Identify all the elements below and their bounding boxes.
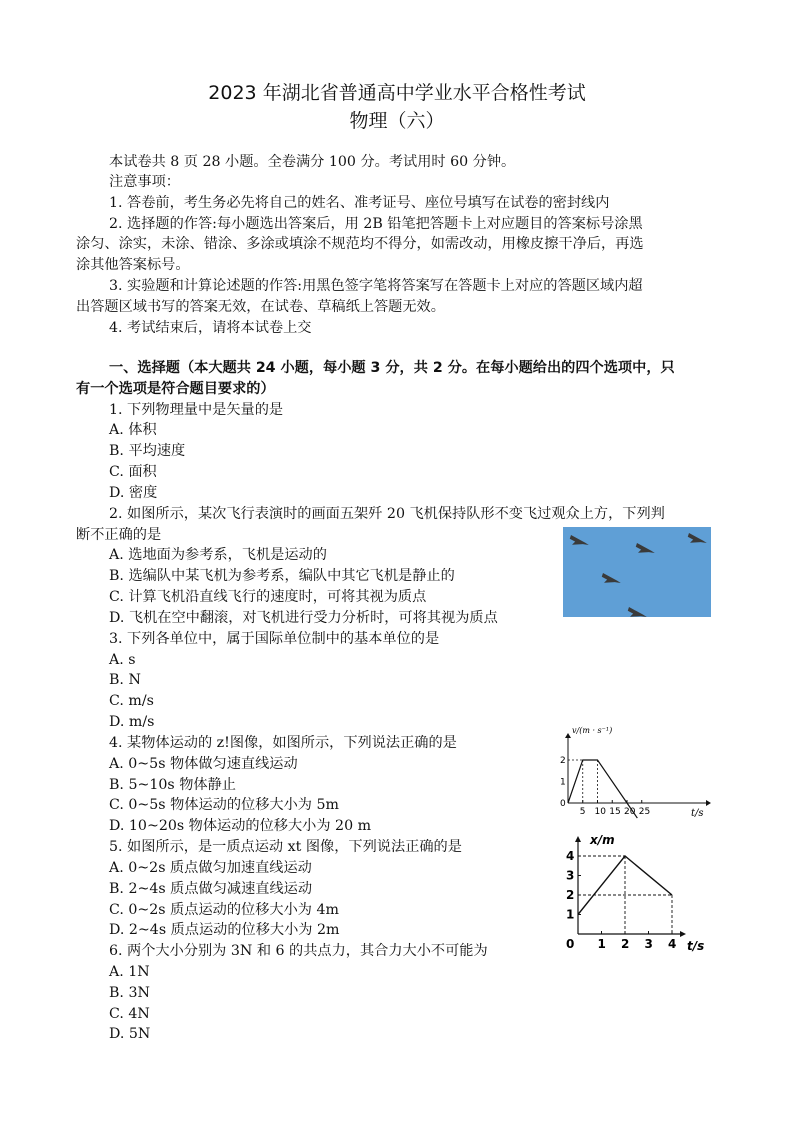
option-line: C. 0~5s 物体运动的位移大小为 5m bbox=[109, 797, 339, 813]
option-line: A. 1N bbox=[109, 964, 150, 980]
question-line: 5. 如图所示，是一质点运动 xt 图像，下列说法正确的是 bbox=[109, 839, 462, 855]
option-line: A. 选地面为参考系，飞机是运动的 bbox=[109, 547, 327, 563]
xt-x-tick-label: 1 bbox=[597, 937, 606, 951]
vt-ylabel: v/(m · s⁻¹) bbox=[572, 726, 613, 735]
section-heading: 一、选择题（本大题共 24 小题，每小题 3 分，共 2 分。在每小题给出的四个选项中，只 bbox=[109, 360, 675, 376]
question-line: 3. 下列各单位中，属于国际单位制中的基本单位的是 bbox=[109, 631, 440, 647]
option-line: C. m/s bbox=[109, 693, 154, 709]
jet-formation-image bbox=[563, 527, 711, 617]
intro-line: 2. 选择题的作答:每小题选出答案后，用 2B 铅笔把答题卡上对应题目的答案标号涂黑 bbox=[109, 216, 643, 232]
vt-graph bbox=[558, 722, 718, 826]
sky-background bbox=[563, 527, 711, 617]
xt-y-tick-label: 1 bbox=[566, 907, 575, 922]
option-line: C. 4N bbox=[109, 1006, 150, 1022]
xt-y-tick-label: 3 bbox=[566, 868, 575, 883]
option-line: D. 密度 bbox=[109, 485, 158, 501]
option-line: B. N bbox=[109, 672, 141, 688]
xt-y-tick-label: 4 bbox=[566, 849, 575, 863]
option-line: C. 0~2s 质点运动的位移大小为 4m bbox=[109, 902, 339, 918]
vt-xlabel: t/s bbox=[691, 808, 704, 819]
option-line: B. 5~10s 物体静止 bbox=[109, 777, 236, 793]
option-line: B. 2~4s 质点做匀减速直线运动 bbox=[109, 881, 313, 897]
exam-title: 2023 年湖北省普通高中学业水平合格性考试 bbox=[208, 82, 586, 104]
option-line: B. 平均速度 bbox=[109, 443, 186, 459]
question-line: 1. 下列物理量中是矢量的是 bbox=[109, 402, 284, 418]
vt-axes bbox=[565, 733, 711, 806]
intro-line: 注意事项： bbox=[109, 174, 180, 190]
vt-velocity-arrow bbox=[565, 733, 571, 738]
xt-x-tick-label: 2 bbox=[621, 937, 630, 951]
option-line: C. 计算飞机沿直线飞行的速度时，可将其视为质点 bbox=[109, 589, 427, 605]
xt-time-arrow bbox=[680, 931, 686, 937]
section-heading: 有一个选项是符合题目要求的） bbox=[76, 381, 275, 397]
xt-ylabel: x/m bbox=[590, 833, 615, 847]
intro-line: 出答题区域书写的答案无效，在试卷、草稿纸上答题无效。 bbox=[76, 299, 445, 315]
intro-line: 本试卷共 8 页 28 小题。全卷满分 100 分。考试用时 60 分钟。 bbox=[109, 154, 516, 170]
option-line: D. m/s bbox=[109, 714, 155, 730]
question-line: 4. 某物体运动的 z!图像，如图所示，下列说法正确的是 bbox=[109, 735, 457, 751]
vt-time-arrow bbox=[706, 800, 711, 806]
option-line: D. 5N bbox=[109, 1026, 151, 1042]
xt-origin-label: 0 bbox=[566, 937, 575, 951]
question-line: 2. 如图所示，某次飞行表演时的画面五架歼 20 飞机保持队形不变飞过观众上方，下列判 bbox=[109, 506, 665, 522]
vt-origin-label: 0 bbox=[560, 799, 566, 809]
xt-xlabel: t/s bbox=[687, 939, 705, 953]
xt-plot bbox=[578, 856, 672, 934]
option-line: C. 面积 bbox=[109, 464, 157, 480]
option-line: D. 2~4s 质点运动的位移大小为 2m bbox=[109, 922, 340, 938]
intro-line: 3. 实验题和计算论述题的作答:用黑色签字笔将答案写在答题卡上对应的答题区域内超 bbox=[109, 278, 643, 294]
xt-y-tick-label: 2 bbox=[566, 888, 575, 902]
vt-y-tick-label: 2 bbox=[560, 756, 566, 766]
option-line: D. 10~20s 物体运动的位移大小为 20 m bbox=[109, 818, 372, 834]
vt-x-tick-label: 5 bbox=[579, 807, 586, 817]
intro-line: 4. 考试结束后，请将本试卷上交 bbox=[109, 320, 312, 336]
vt-x-tick-label: 20 bbox=[624, 807, 636, 817]
xt-ticks bbox=[566, 849, 676, 951]
xt-position-arrow bbox=[575, 836, 581, 842]
option-line: A. 体积 bbox=[109, 422, 157, 438]
option-line: A. 0~2s 质点做匀加速直线运动 bbox=[109, 860, 312, 876]
xt-x-tick-label: 4 bbox=[668, 937, 677, 951]
option-line: A. 0~5s 物体做匀速直线运动 bbox=[109, 756, 298, 772]
option-line: D. 飞机在空中翻滚，对飞机进行受力分析时，可将其视为质点 bbox=[109, 610, 498, 626]
option-line: B. 选编队中某飞机为参考系，编队中其它飞机是静止的 bbox=[109, 568, 455, 584]
intro-line: 1. 答卷前，考生务必先将自己的姓名、准考证号、座位号填写在试卷的密封线内 bbox=[109, 195, 610, 211]
vt-x-tick-label: 10 bbox=[594, 807, 606, 817]
intro-line: 涂匀、涂实，未涂、错涂、多涂或填涂不规范均不得分，如需改动，用橡皮擦干净后，再选 bbox=[76, 236, 644, 252]
intro-line: 涂其他答案标号。 bbox=[76, 257, 190, 273]
xt-x-tick-label: 3 bbox=[644, 937, 653, 951]
vt-x-tick-label: 25 bbox=[638, 807, 651, 817]
exam-subtitle: 物理（六） bbox=[349, 110, 445, 132]
xt-series-line bbox=[578, 856, 672, 915]
vt-y-tick-label: 1 bbox=[560, 777, 566, 788]
xt-axes bbox=[575, 836, 686, 937]
question-line: 断不正确的是 bbox=[76, 527, 162, 543]
option-line: B. 3N bbox=[109, 985, 150, 1001]
xt-graph bbox=[560, 830, 710, 954]
option-line: A. s bbox=[109, 652, 136, 668]
question-line: 6. 两个大小分别为 3N 和 6 的共点力，其合力大小不可能为 bbox=[109, 943, 488, 959]
vt-x-tick-label: 15 bbox=[609, 807, 621, 817]
